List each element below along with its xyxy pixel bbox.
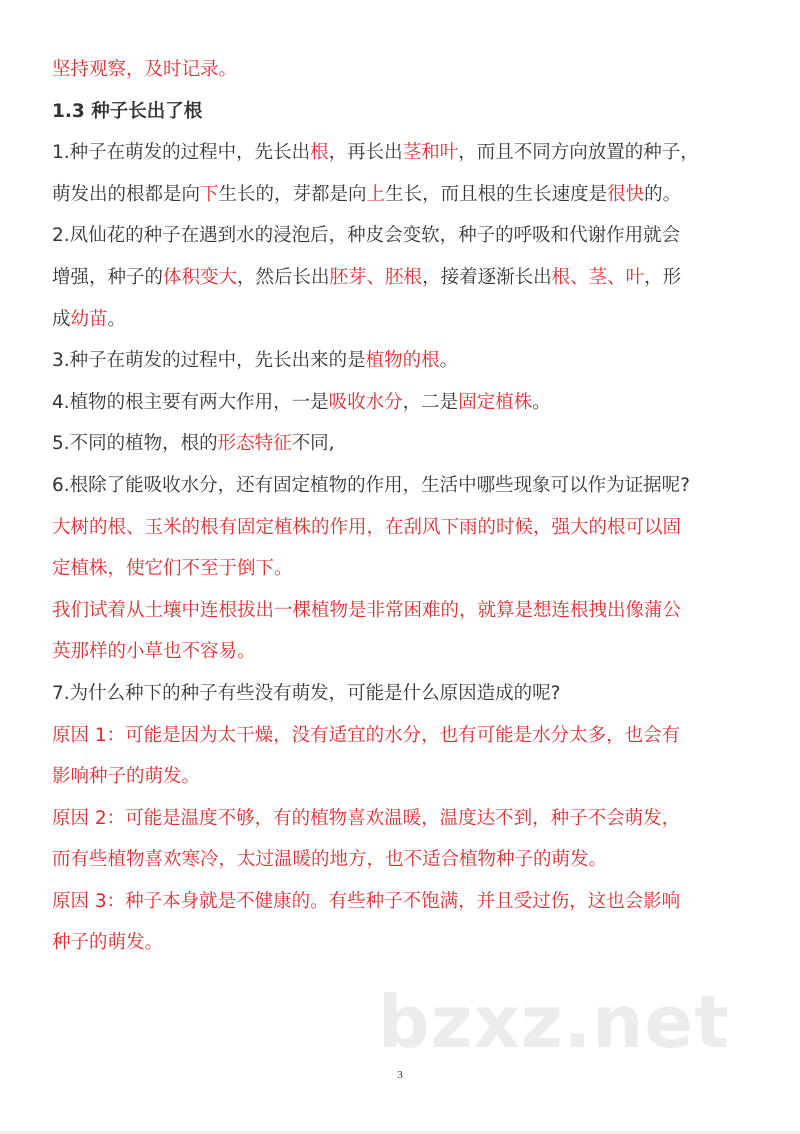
highlighted-text: 植物的根 bbox=[365, 350, 440, 372]
text-segment: 7.为什么种下的种子有些没有萌发，可能是什么原因造成的呢? bbox=[52, 682, 561, 704]
highlighted-text: 定植株，使它们不至于倒下。 bbox=[52, 558, 293, 580]
text-segment: 的。 bbox=[644, 183, 682, 205]
highlighted-text: 幼苗 bbox=[70, 308, 108, 330]
text-line bbox=[52, 465, 772, 507]
highlighted-text: 而有些植物喜欢寒冷，太过温暖的地方，也不适合植物种子的萌发。 bbox=[52, 849, 608, 871]
text-segment: 1.种子在萌发的过程中，先长出 bbox=[52, 142, 311, 164]
highlighted-text: 根 bbox=[310, 142, 329, 164]
highlighted-text: 根、茎、叶 bbox=[551, 266, 645, 288]
text-line bbox=[52, 299, 772, 341]
text-segment: 生长的，芽都是向 bbox=[218, 183, 367, 205]
text-line bbox=[52, 922, 772, 964]
text-line bbox=[52, 49, 772, 91]
text-segment: 萌发出的根都是向 bbox=[52, 183, 201, 205]
text-segment: 不同, bbox=[291, 433, 335, 455]
text-segment: ，接着逐渐长出 bbox=[422, 266, 552, 288]
text-segment: ，然后长出 bbox=[237, 266, 330, 288]
text-segment: 6.根除了能吸收水分，还有固定植物的作用，生活中哪些现象可以作为证据呢? bbox=[52, 474, 690, 496]
highlighted-text: 吸收水分 bbox=[328, 391, 403, 413]
text-line bbox=[52, 839, 772, 881]
text-line bbox=[52, 631, 772, 673]
document-body bbox=[52, 49, 772, 964]
text-line bbox=[52, 132, 772, 174]
highlighted-text: 上 bbox=[366, 183, 386, 205]
text-segment: 2.凤仙花的种子在遇到水的浸泡后，种皮会变软，种子的呼吸和代谢作用就会 bbox=[52, 225, 681, 247]
text-segment: ，二是 bbox=[402, 391, 459, 413]
watermark: bzxz.net bbox=[378, 984, 730, 1060]
highlighted-text: 很快 bbox=[607, 183, 645, 205]
text-line bbox=[52, 673, 772, 715]
highlighted-text: 胚芽、胚根 bbox=[329, 266, 423, 288]
text-line bbox=[52, 590, 772, 632]
text-line bbox=[52, 507, 772, 549]
highlighted-text: 我们试着从土壤中连根拔出一棵植物是非常困难的，就算是想连根拽出像蒲公 bbox=[52, 599, 682, 621]
text-line bbox=[52, 340, 772, 382]
text-segment: ，而且不同方向放置的种子， bbox=[458, 142, 699, 164]
text-line bbox=[52, 715, 772, 757]
text-segment: 1.3 种子长出了根 bbox=[52, 100, 203, 122]
highlighted-text: 原因 3：种子本身就是不健康的。有些种子不饱满，并且受过伤，这也会影响 bbox=[52, 890, 681, 912]
section-heading bbox=[52, 91, 772, 133]
text-line bbox=[52, 257, 772, 299]
text-segment: 4.植物的根主要有两大作用，一是 bbox=[52, 391, 329, 413]
highlighted-text: 大树的根、玉米的根有固定植株的作用，在刮风下雨的时候，强大的根可以固 bbox=[52, 516, 682, 538]
text-line bbox=[52, 174, 772, 216]
highlighted-text: 固定植株 bbox=[458, 391, 533, 413]
highlighted-text: 坚持观察，及时记录。 bbox=[52, 59, 238, 80]
highlighted-text: 下 bbox=[200, 183, 219, 205]
text-segment: ，再长出 bbox=[328, 142, 403, 164]
text-line bbox=[52, 382, 772, 424]
text-segment: 增强，种子的 bbox=[52, 266, 164, 288]
text-segment: 3.种子在萌发的过程中，先长出来的是 bbox=[52, 350, 366, 372]
text-line bbox=[52, 215, 772, 257]
text-segment: 5.不同的植物，根的 bbox=[52, 433, 218, 455]
text-line bbox=[52, 798, 772, 840]
highlighted-text: 影响种子的萌发。 bbox=[52, 766, 201, 788]
text-line bbox=[52, 548, 772, 590]
text-line bbox=[52, 423, 772, 465]
highlighted-text: 英那样的小草也不容易。 bbox=[52, 641, 256, 663]
page-number: 3 bbox=[397, 1069, 403, 1081]
text-segment: 生长，而且根的生长速度是 bbox=[385, 183, 608, 205]
highlighted-text: 体积变大 bbox=[163, 266, 238, 288]
text-segment: 。 bbox=[439, 350, 459, 372]
highlighted-text: 茎和叶 bbox=[402, 142, 459, 164]
text-segment: 成 bbox=[52, 308, 71, 330]
highlighted-text: 形态特征 bbox=[217, 433, 292, 455]
highlighted-text: 种子的萌发。 bbox=[52, 932, 164, 954]
text-line bbox=[52, 756, 772, 798]
highlighted-text: 原因 1：可能是因为太干燥，没有适宜的水分，也有可能是水分太多，也会有 bbox=[52, 724, 681, 746]
text-line bbox=[52, 881, 772, 923]
text-segment: 。 bbox=[532, 391, 551, 413]
text-segment: ，形 bbox=[644, 266, 682, 288]
highlighted-text: 原因 2：可能是温度不够，有的植物喜欢温暖，温度达不到，种子不会萌发， bbox=[52, 807, 681, 829]
text-segment: 。 bbox=[107, 308, 127, 330]
